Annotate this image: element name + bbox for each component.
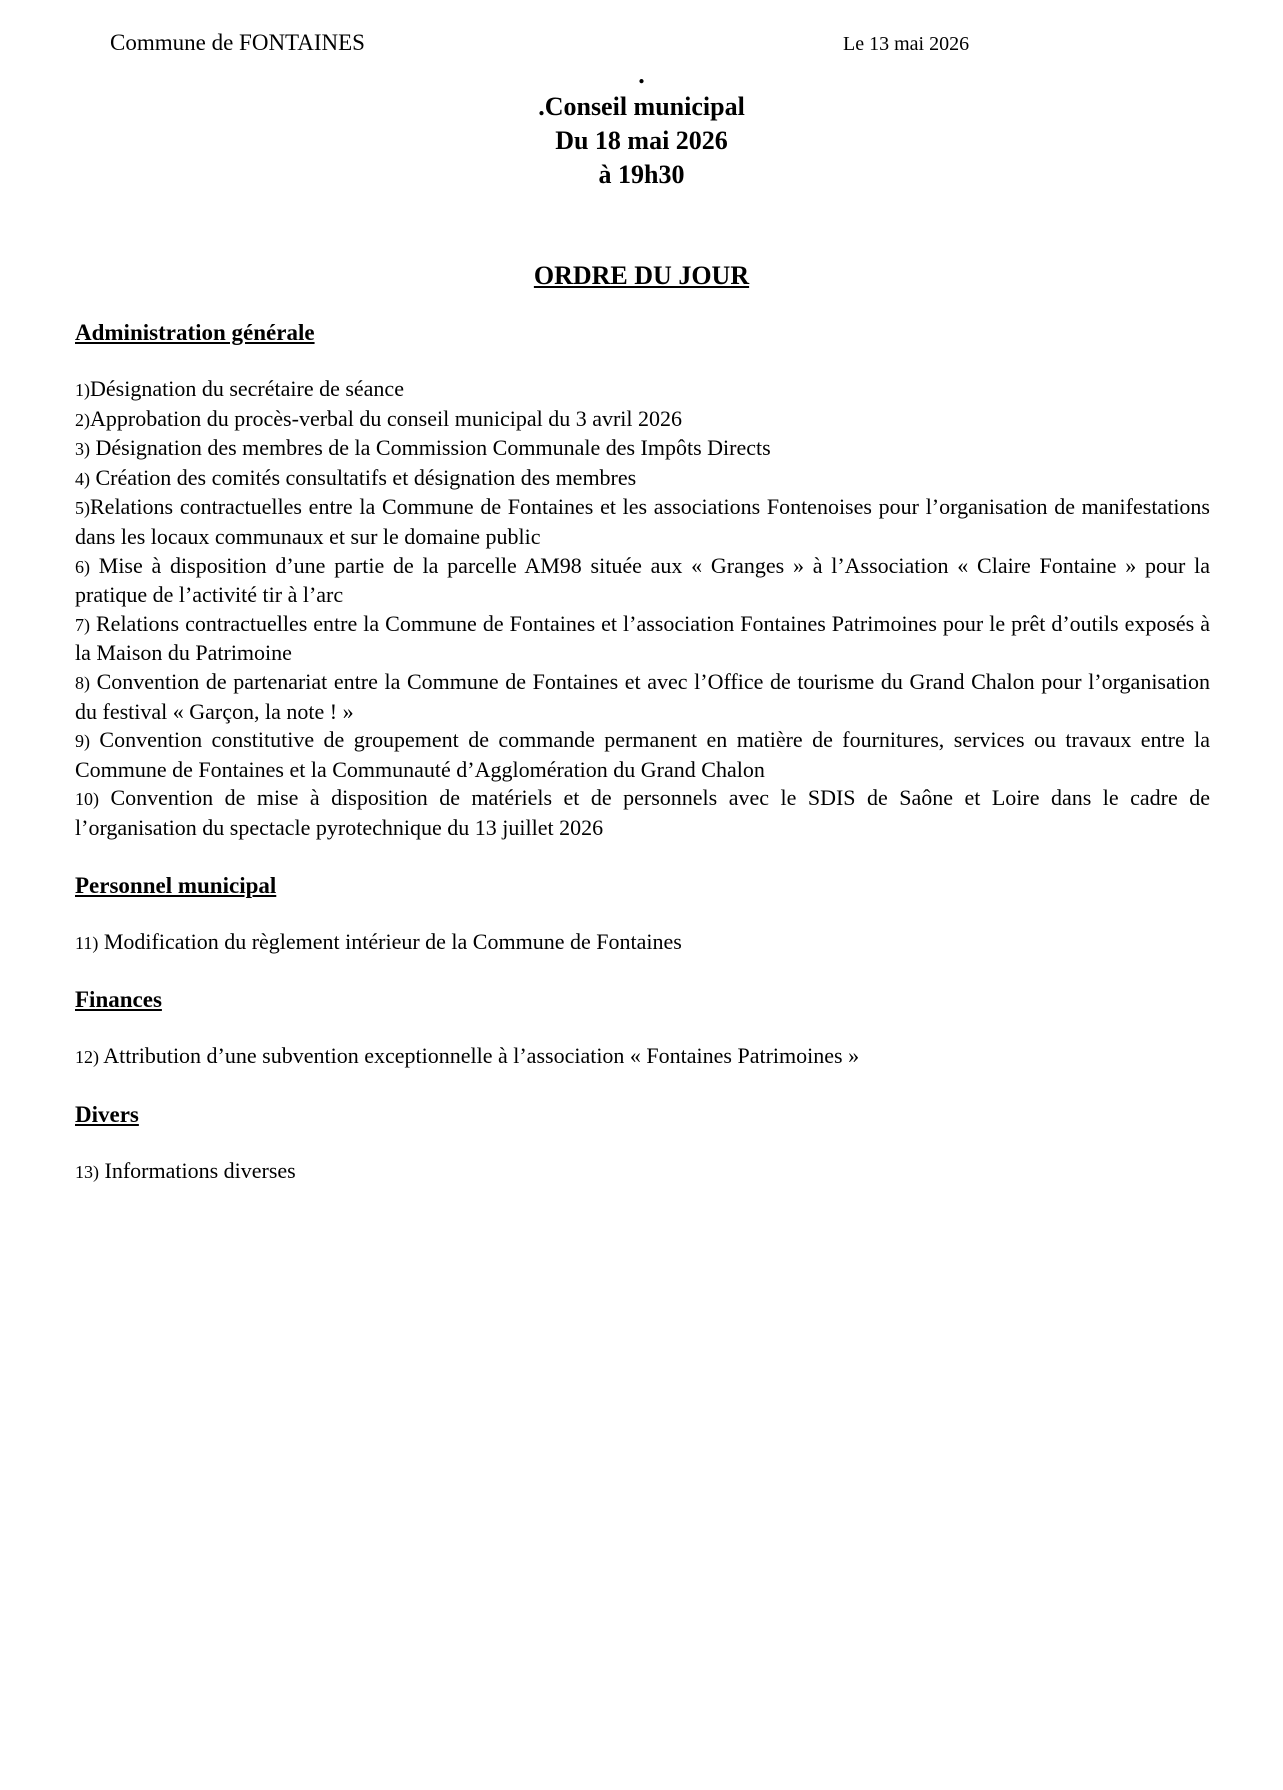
item-number: 4) xyxy=(75,468,90,489)
item-text: Attribution d’une subvention exceptionnelle à l’association « Fontaines Patrimoines » xyxy=(99,1043,860,1069)
agenda-item xyxy=(75,1042,1210,1072)
agenda-item xyxy=(75,610,1210,668)
item-text: Désignation des membres de la Commission Communale des Impôts Directs xyxy=(90,435,771,461)
item-number: 8) xyxy=(75,672,90,693)
section-title: Personnel municipal xyxy=(75,872,277,898)
commune-name: Commune de FONTAINES xyxy=(110,30,365,55)
meeting-title xyxy=(0,60,1283,192)
item-text: Informations diverses xyxy=(99,1157,296,1183)
item-text: Relations contractuelles entre la Commune de Fontaines et les associations Fontenoises pour l’organisation de manifestations dans les locaux communaux et sur le domaine public xyxy=(75,494,1210,549)
item-number: 5) xyxy=(75,498,90,519)
item-number: 12) xyxy=(75,1047,99,1068)
item-number: 10) xyxy=(75,789,99,810)
item-text: Création des comités consultatifs et désignation des membres xyxy=(90,464,637,490)
agenda-item xyxy=(75,434,1210,464)
agenda-heading: ORDRE DU JOUR xyxy=(533,261,750,290)
agenda-item xyxy=(75,405,1210,435)
agenda-item xyxy=(75,375,1210,405)
item-number: 9) xyxy=(75,731,90,752)
item-number: 13) xyxy=(75,1161,99,1182)
agenda-item xyxy=(75,552,1210,610)
item-number: 1) xyxy=(75,380,90,400)
meeting-time-line: à 19h30 xyxy=(598,160,685,189)
section-title: Finances xyxy=(75,987,162,1013)
item-text: Relations contractuelles entre la Commune de Fontaines et l’association Fontaines Patrimoines pour le prêt d’outils exposés à la Maison du Patrimoine xyxy=(75,610,1210,666)
item-number: 6) xyxy=(75,556,90,577)
item-text: Convention de mise à disposition de matériels et de personnels avec le SDIS de Saône et Loire dans le cadre de l’organisation du spectacle pyrotechnique du 13 juillet 2026 xyxy=(75,785,1210,840)
section-administration-generale xyxy=(75,318,1210,871)
meeting-title-line1: .Conseil municipal xyxy=(538,92,745,121)
item-number: 11) xyxy=(75,932,99,953)
agenda-item xyxy=(75,784,1210,842)
item-text: Convention constitutive de groupement de commande permanent en matière de fournitures, services ou travaux entre la Commune de Fontaines et la Communauté d’Agglomération du Grand Chalon xyxy=(75,727,1210,782)
agenda-item xyxy=(75,1157,1210,1187)
item-text: Modification du règlement intérieur de la Commune de Fontaines xyxy=(98,928,682,954)
item-number: 7) xyxy=(75,614,90,635)
section-title: Administration générale xyxy=(75,320,315,345)
title-dot: . xyxy=(638,60,645,89)
section-title: Divers xyxy=(75,1101,139,1127)
agenda-item xyxy=(75,668,1210,726)
agenda-item xyxy=(75,726,1210,784)
item-number: 3) xyxy=(75,439,90,460)
agenda-item xyxy=(75,464,1210,494)
item-text: Mise à disposition d’une partie de la parcelle AM98 située aux « Granges » à l’Association « Claire Fontaine » pour la pratique de l’activité tir à l’arc xyxy=(75,552,1210,608)
meeting-date-line: Du 18 mai 2026 xyxy=(555,126,728,155)
agenda-item xyxy=(75,928,1210,958)
item-text: Désignation du secrétaire de séance xyxy=(90,376,404,401)
agenda-item xyxy=(75,493,1210,551)
section-finances xyxy=(75,985,1210,1100)
document-date: Le 13 mai 2026 xyxy=(843,33,970,55)
item-text: Convention de partenariat entre la Commune de Fontaines et avec l’Office de tourisme du Grand Chalon pour l’organisation du festival « Garçon, la note ! » xyxy=(75,668,1210,724)
item-text: Approbation du procès-verbal du conseil municipal du 3 avril 2026 xyxy=(90,405,683,431)
section-divers xyxy=(75,1100,1210,1187)
item-number: 2) xyxy=(75,409,90,430)
agenda-content xyxy=(75,318,1210,1186)
section-personnel-municipal xyxy=(75,871,1210,986)
